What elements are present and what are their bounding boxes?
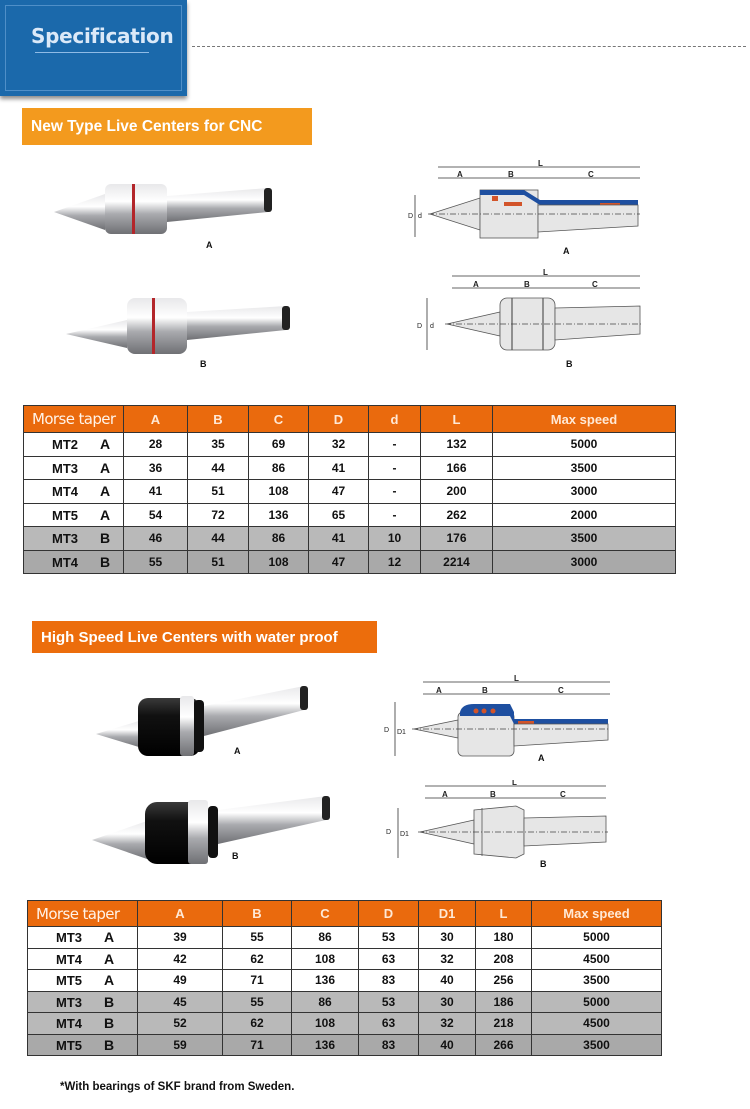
taper-size: MT5 [56,1037,82,1053]
col-header-l: L [421,406,493,433]
taper-type: A [99,506,111,523]
cell-c: 108 [292,1013,359,1035]
cell-d: 63 [359,1013,419,1035]
waterproof-live-center-photo-b [90,790,330,870]
cell-small-d: 10 [369,527,421,551]
photo-label-a: A [234,746,241,756]
cell-max-speed: 5000 [532,991,662,1013]
svg-text:A: A [473,280,479,289]
cell-small-d: - [369,480,421,504]
photo-label-b: B [200,359,207,369]
cell-morse-taper [28,1013,138,1035]
taper-type: A [103,972,115,989]
col-header-d: D [309,406,369,433]
taper-size: MT4 [56,1016,82,1032]
photo-label-a: A [206,240,213,250]
taper-type: A [99,436,111,453]
diagram-label-a: A [563,246,570,256]
col-header-d1: D1 [419,901,476,927]
cell-small-d: - [369,503,421,527]
cell-morse-taper [28,970,138,992]
cell-morse-taper [24,456,124,480]
col-header-small-d: d [369,406,421,433]
table-row [24,433,676,457]
cell-l: 256 [476,970,532,992]
diagram-label-b: B [566,359,573,369]
cell-d: 47 [309,550,369,574]
svg-text:C: C [560,790,566,799]
section-title-high-speed: High Speed Live Centers with water proof [32,621,377,653]
cell-d1: 30 [419,991,476,1013]
cell-max-speed: 5000 [493,433,676,457]
taper-size: MT3 [56,994,82,1010]
cell-max-speed: 3500 [493,456,676,480]
cell-max-speed: 3500 [532,1034,662,1056]
taper-size: MT5 [56,973,82,989]
cell-max-speed: 3000 [493,550,676,574]
cell-l: 200 [421,480,493,504]
svg-text:C: C [592,280,598,289]
cell-a: 42 [138,948,223,970]
taper-size: MT2 [52,437,78,453]
svg-text:A: A [457,170,463,179]
taper-type: A [99,459,111,476]
col-header-max-speed: Max speed [532,901,662,927]
taper-type: B [103,993,115,1010]
cell-c: 69 [249,433,309,457]
cell-d: 83 [359,970,419,992]
col-header-l: L [476,901,532,927]
dimension-diagram-b [415,268,655,358]
cell-l: 186 [476,991,532,1013]
cell-a: 55 [124,550,188,574]
taper-type: B [99,553,111,570]
title-underline [35,52,149,53]
cell-d1: 40 [419,970,476,992]
photo-label-b: B [232,851,239,861]
cell-a: 39 [138,927,223,949]
svg-text:L: L [543,268,548,277]
cell-b: 44 [188,527,249,551]
cell-d1: 32 [419,948,476,970]
cell-max-speed: 3000 [493,480,676,504]
svg-text:L: L [512,780,517,787]
col-header-a: A [138,901,223,927]
spec-table-high-speed [27,900,662,1056]
cell-b: 71 [223,1034,292,1056]
col-header-a: A [124,406,188,433]
col-header-b: B [223,901,292,927]
svg-text:C: C [558,686,564,695]
svg-text:C: C [588,170,594,179]
svg-text:A: A [436,686,442,695]
cell-a: 28 [124,433,188,457]
col-header-morse-taper: Morse taper [28,901,138,927]
waterproof-live-center-photo-a [92,676,317,756]
cell-l: 2214 [421,550,493,574]
cell-l: 176 [421,527,493,551]
cell-d: 41 [309,527,369,551]
cell-b: 62 [223,1013,292,1035]
cell-l: 208 [476,948,532,970]
svg-text:L: L [514,674,519,683]
svg-text:B: B [490,790,496,799]
svg-text:d: d [418,213,422,220]
cell-d: 47 [309,480,369,504]
waterproof-dimension-diagram-a [378,672,618,762]
cell-c: 86 [292,927,359,949]
cell-b: 44 [188,456,249,480]
col-header-c: C [292,901,359,927]
cell-l: 132 [421,433,493,457]
cell-c: 86 [249,527,309,551]
cell-a: 41 [124,480,188,504]
svg-text:L: L [538,160,543,168]
taper-size: MT3 [52,460,78,476]
table-row [28,1013,662,1035]
cell-c: 86 [249,456,309,480]
svg-text:d: d [430,323,434,330]
cell-morse-taper [24,550,124,574]
table-header-row [24,406,676,433]
table-header-row [28,901,662,927]
cell-d: 83 [359,1034,419,1056]
cell-b: 55 [223,991,292,1013]
table-row [24,527,676,551]
table-row [24,456,676,480]
cell-max-speed: 3500 [532,970,662,992]
table-row [24,480,676,504]
spec-table-cnc [23,405,676,574]
table-row [28,991,662,1013]
svg-text:D: D [384,727,390,734]
cell-d: 32 [309,433,369,457]
cell-a: 54 [124,503,188,527]
taper-type: A [103,929,115,946]
cell-morse-taper [24,527,124,551]
svg-text:D1: D1 [397,729,406,736]
taper-size: MT4 [56,951,82,967]
cell-morse-taper [28,948,138,970]
taper-type: A [99,483,111,500]
page-title: Specification [31,24,174,48]
diagram-label-b: B [540,859,547,869]
col-header-morse-taper: Morse taper [24,406,124,433]
cell-l: 266 [476,1034,532,1056]
cell-l: 262 [421,503,493,527]
cell-a: 45 [138,991,223,1013]
cell-c: 136 [292,1034,359,1056]
cell-d1: 40 [419,1034,476,1056]
cell-c: 108 [249,480,309,504]
col-header-d: D [359,901,419,927]
col-header-b: B [188,406,249,433]
cell-small-d: 12 [369,550,421,574]
svg-text:D: D [386,829,392,836]
col-header-max-speed: Max speed [493,406,676,433]
cell-max-speed: 5000 [532,927,662,949]
svg-text:D1: D1 [400,831,409,838]
table-row [24,503,676,527]
specification-banner [0,0,187,96]
cell-c: 108 [249,550,309,574]
cell-d: 63 [359,948,419,970]
cell-morse-taper [24,433,124,457]
cell-a: 52 [138,1013,223,1035]
cell-morse-taper [28,927,138,949]
cell-d: 53 [359,991,419,1013]
cell-c: 86 [292,991,359,1013]
live-center-photo-b [62,290,292,356]
table-row [28,948,662,970]
cell-morse-taper [28,991,138,1013]
col-header-c: C [249,406,309,433]
cell-b: 71 [223,970,292,992]
cell-morse-taper [24,480,124,504]
cell-small-d: - [369,456,421,480]
cell-morse-taper [24,503,124,527]
dashed-divider [192,46,746,47]
cell-max-speed: 4500 [532,948,662,970]
taper-size: MT3 [56,930,82,946]
cell-c: 136 [249,503,309,527]
taper-type: B [99,530,111,547]
table-row [28,1034,662,1056]
taper-size: MT4 [52,554,78,570]
dimension-diagram-a [400,160,650,240]
cell-a: 46 [124,527,188,551]
cell-d: 65 [309,503,369,527]
svg-text:D: D [408,213,414,220]
cell-c: 108 [292,948,359,970]
svg-text:B: B [482,686,488,695]
table-row [28,970,662,992]
svg-text:B: B [524,280,530,289]
cell-d: 41 [309,456,369,480]
svg-text:B: B [508,170,514,179]
cell-a: 59 [138,1034,223,1056]
taper-size: MT5 [52,507,78,523]
cell-b: 62 [223,948,292,970]
cell-b: 55 [223,927,292,949]
cell-l: 218 [476,1013,532,1035]
cell-small-d: - [369,433,421,457]
cell-b: 72 [188,503,249,527]
cell-a: 36 [124,456,188,480]
cell-a: 49 [138,970,223,992]
table-row [28,927,662,949]
waterproof-dimension-diagram-b [380,780,620,862]
table-row [24,550,676,574]
cell-b: 51 [188,550,249,574]
cell-d1: 30 [419,927,476,949]
taper-type: B [103,1036,115,1053]
cell-d: 53 [359,927,419,949]
cell-d1: 32 [419,1013,476,1035]
footnote: *With bearings of SKF brand from Sweden. [60,1081,295,1093]
live-center-photo-a [50,172,290,234]
taper-size: MT3 [52,531,78,547]
svg-text:D: D [417,323,423,330]
taper-type: B [103,1015,115,1032]
cell-max-speed: 2000 [493,503,676,527]
banner-inner-border [5,5,182,91]
cell-l: 166 [421,456,493,480]
cell-b: 35 [188,433,249,457]
svg-text:A: A [442,790,448,799]
cell-c: 136 [292,970,359,992]
diagram-label-a: A [538,753,545,763]
taper-type: A [103,950,115,967]
cell-morse-taper [28,1034,138,1056]
taper-size: MT4 [52,484,78,500]
section-title-cnc: New Type Live Centers for CNC [22,108,312,145]
cell-b: 51 [188,480,249,504]
cell-l: 180 [476,927,532,949]
cell-max-speed: 3500 [493,527,676,551]
cell-max-speed: 4500 [532,1013,662,1035]
